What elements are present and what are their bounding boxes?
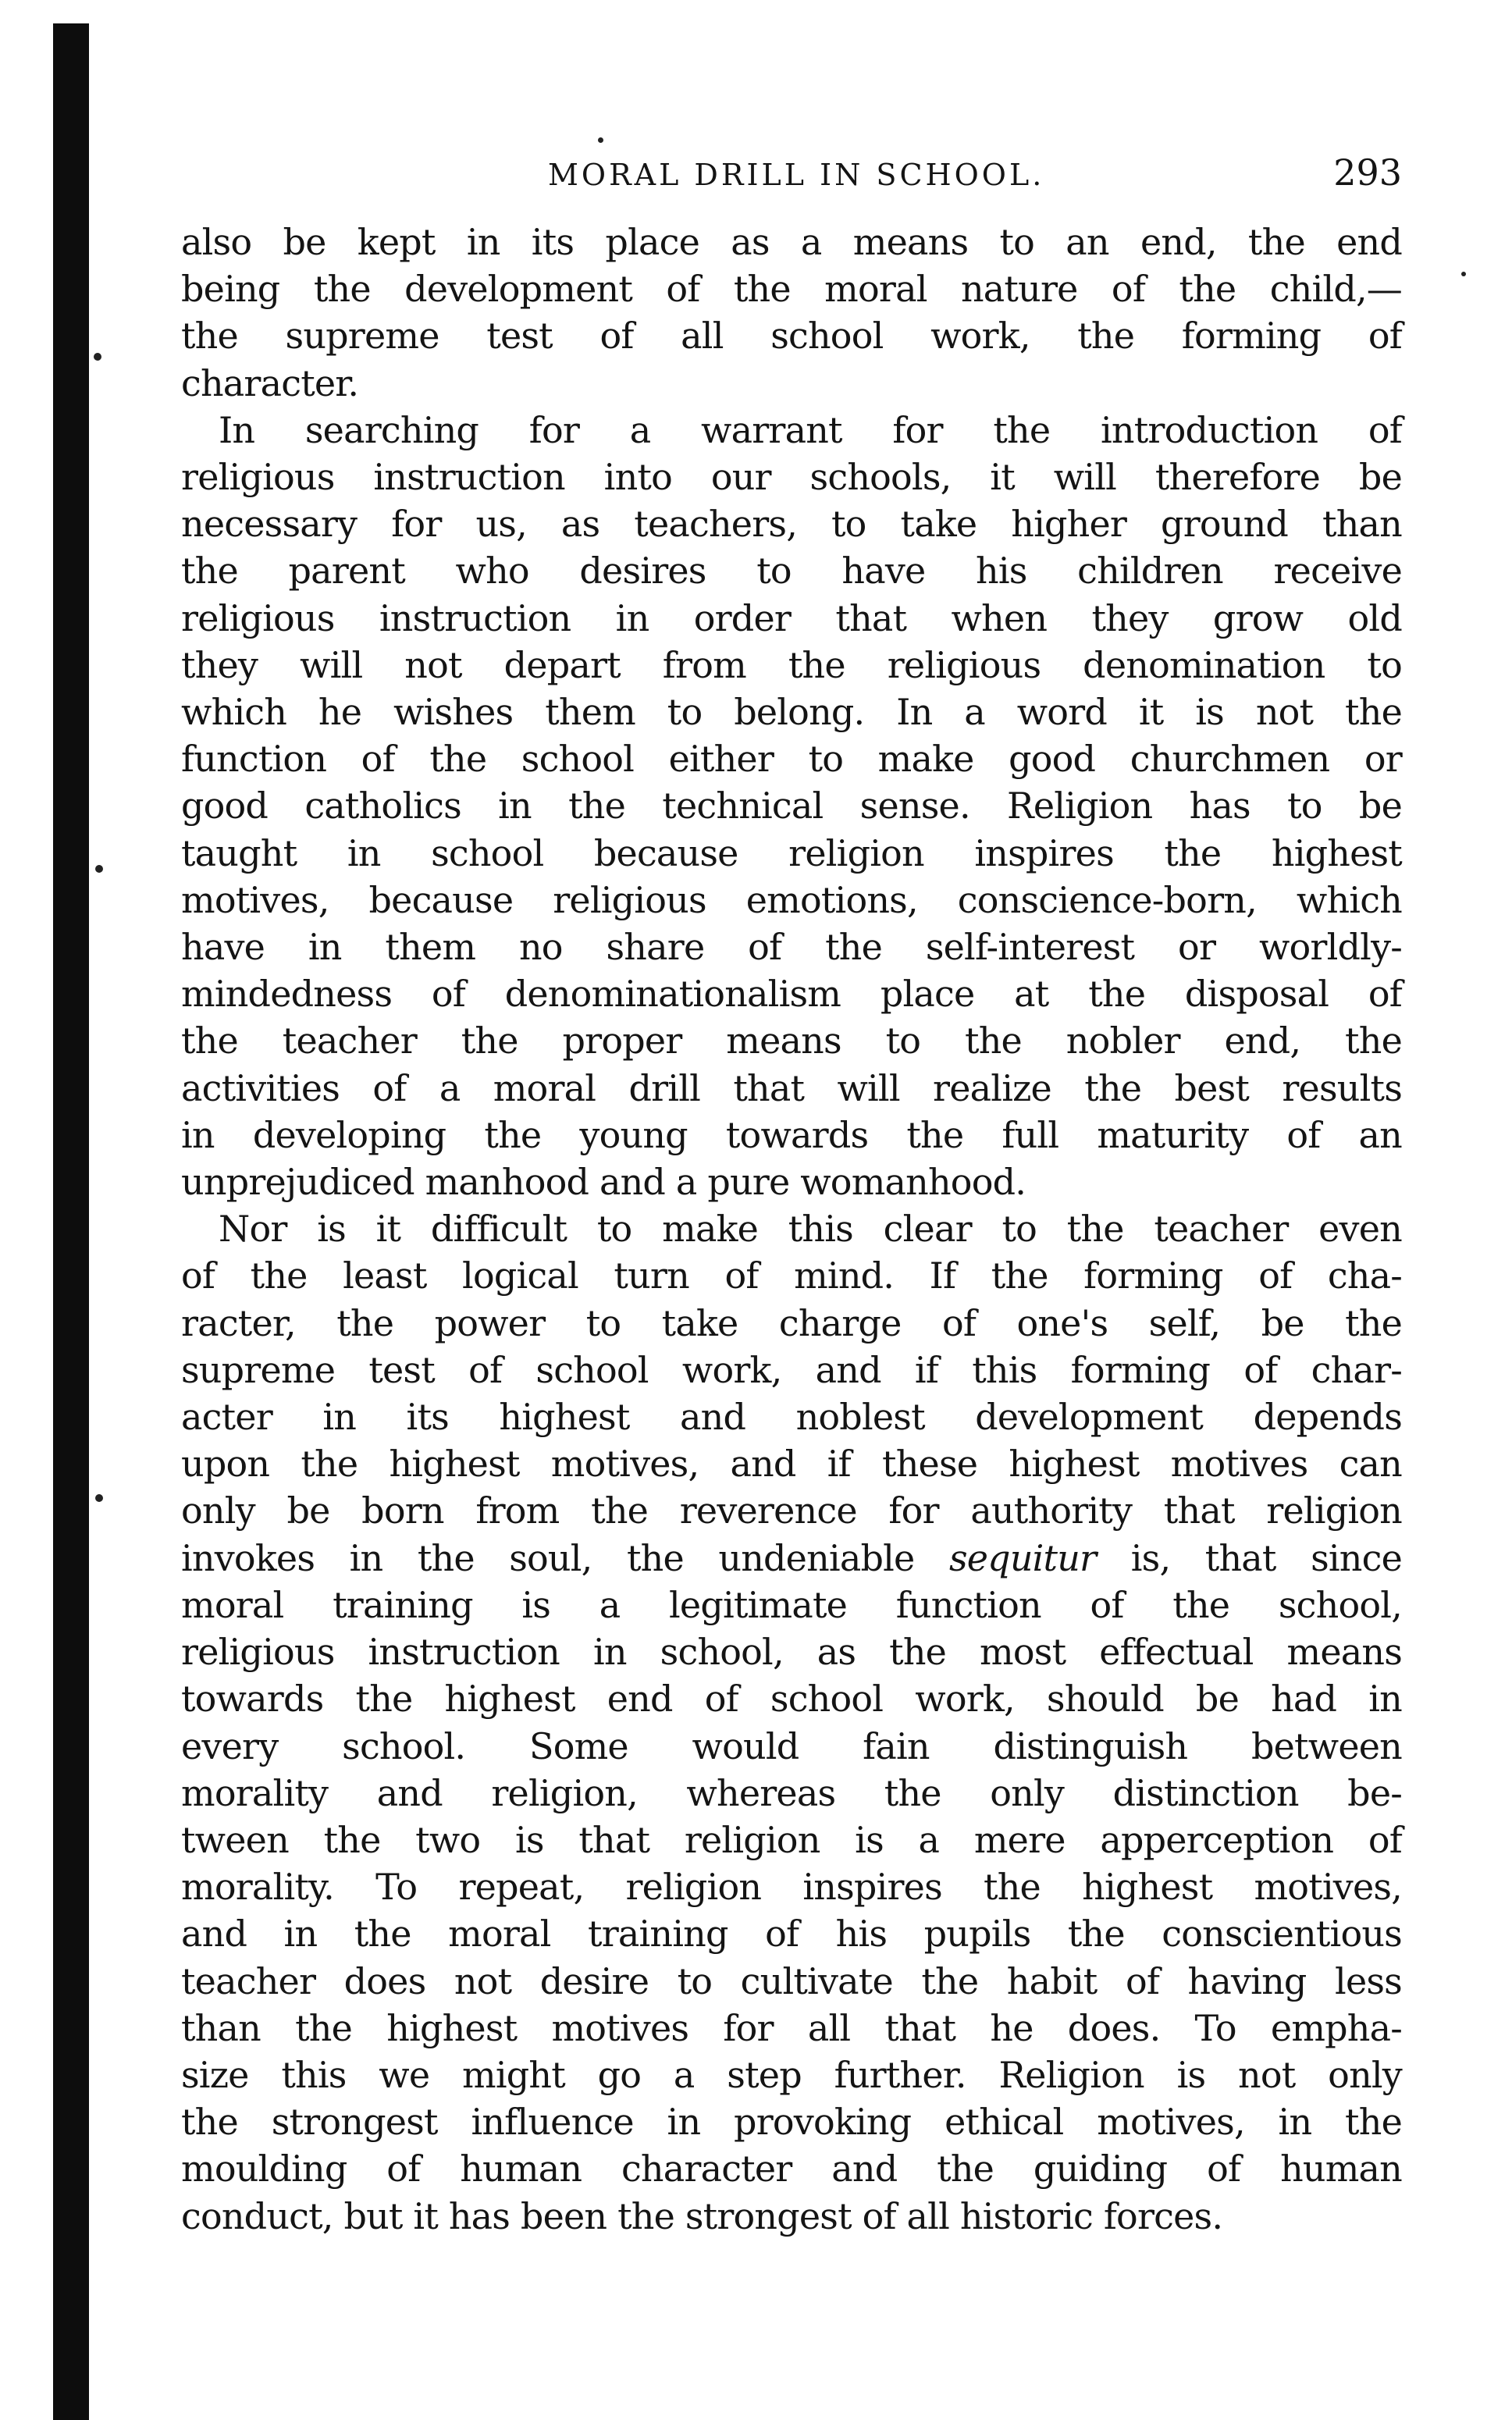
text-line: moral training is a legitimate function of the school, [181,1583,1402,1626]
text-line: they will not depart from the religious denomination to [181,643,1402,686]
body-text [181,219,1402,2240]
running-head [181,109,1402,219]
ink-speck [95,1494,103,1502]
text-line: also be kept in its place as a means to an end, the end [181,221,1402,263]
text-line: activities of a moral drill that will realize the best results [181,1066,1402,1109]
text-line: unprejudiced manhood and a pure womanhood. [181,1161,1026,1204]
text-line: religious instruction in order that when they grow old [181,596,1402,639]
book-page [181,109,1402,2240]
line-segment: invokes in the soul, the undeniable [181,1536,949,1579]
text-line: morality and religion, whereas the only distinction be- [181,1771,1402,1814]
text-line: moulding of human character and the guiding of human [181,2148,1402,2190]
text-line: morality. To repeat, religion inspires the highest motives, [181,1866,1402,1909]
text-line [181,1535,1402,1582]
text-line: only be born from the reverence for authority that religion [181,1489,1402,1532]
text-line: and in the moral training of his pupils the conscientious [181,1913,1402,1956]
text-line: In searching for a warrant for the introduction of [219,408,1402,451]
text-line: in developing the young towards the full maturity of an [181,1113,1402,1156]
text-line: racter, the power to take charge of one's self, be the [181,1301,1402,1344]
text-line: have in them no share of the self-interest or worldly- [181,926,1402,969]
paragraph [181,407,1402,1205]
ink-speck [95,865,103,873]
text-line: size this we might go a step further. Religion is not only [181,2053,1402,2096]
text-line: conduct, but it has been the strongest of all historic forces. [181,2194,1223,2237]
text-line: which he wishes them to belong. In a word it is not the [181,691,1402,734]
text-line: the supreme test of all school work, the forming of [181,315,1402,358]
text-line: necessary for us, as teachers, to take higher ground than [181,503,1402,546]
italic-term: sequitur [948,1536,1097,1579]
paragraph [181,219,1402,407]
text-line: good catholics in the technical sense. Religion has to be [181,785,1402,827]
text-line: religious instruction in school, as the most effectual means [181,1631,1402,1674]
text-line: upon the highest motives, and if these highest motives can [181,1443,1402,1486]
text-line: function of the school either to make good churchmen or [181,738,1402,781]
binding-edge [53,23,89,2420]
text-line: acter in its highest and noblest development depends [181,1396,1402,1439]
line-segment: is, that since [1096,1536,1402,1579]
text-line: character. [181,361,359,404]
text-line: religious instruction into our schools, it will therefore be [181,456,1402,499]
text-line: the teacher the proper means to the nobler end, the [181,1020,1402,1062]
text-line: teacher does not desire to cultivate the habit of having less [181,1959,1402,2002]
text-line: being the development of the moral nature of the child,— [181,268,1402,311]
text-line: of the least logical turn of mind. If the forming of cha- [181,1254,1402,1297]
paragraph [181,1205,1402,2239]
text-line: supreme test of school work, and if this forming of char- [181,1348,1402,1391]
text-line: motives, because religious emotions, conscience-born, which [181,878,1402,921]
running-title: MORAL DRILL IN SCHOOL. [548,158,1045,192]
ink-speck [1461,272,1466,276]
text-line: mindedness of denominationalism place at the disposal of [181,973,1402,1016]
page-number: 293 [1333,151,1402,194]
text-line: than the highest motives for all that he does. To empha- [181,2006,1402,2049]
text-line: the parent who desires to have his children receive [181,550,1402,593]
text-line: taught in school because religion inspires the highest [181,831,1402,874]
text-line: the strongest influence in provoking ethical motives, in the [181,2101,1402,2144]
text-line: tween the two is that religion is a mere apperception of [181,1818,1402,1861]
text-line: towards the highest end of school work, should be had in [181,1678,1402,1721]
ink-speck [94,353,101,361]
text-line: Nor is it difficult to make this clear to the teacher even [219,1208,1402,1251]
text-line: every school. Some would fain distinguish between [181,1724,1402,1767]
